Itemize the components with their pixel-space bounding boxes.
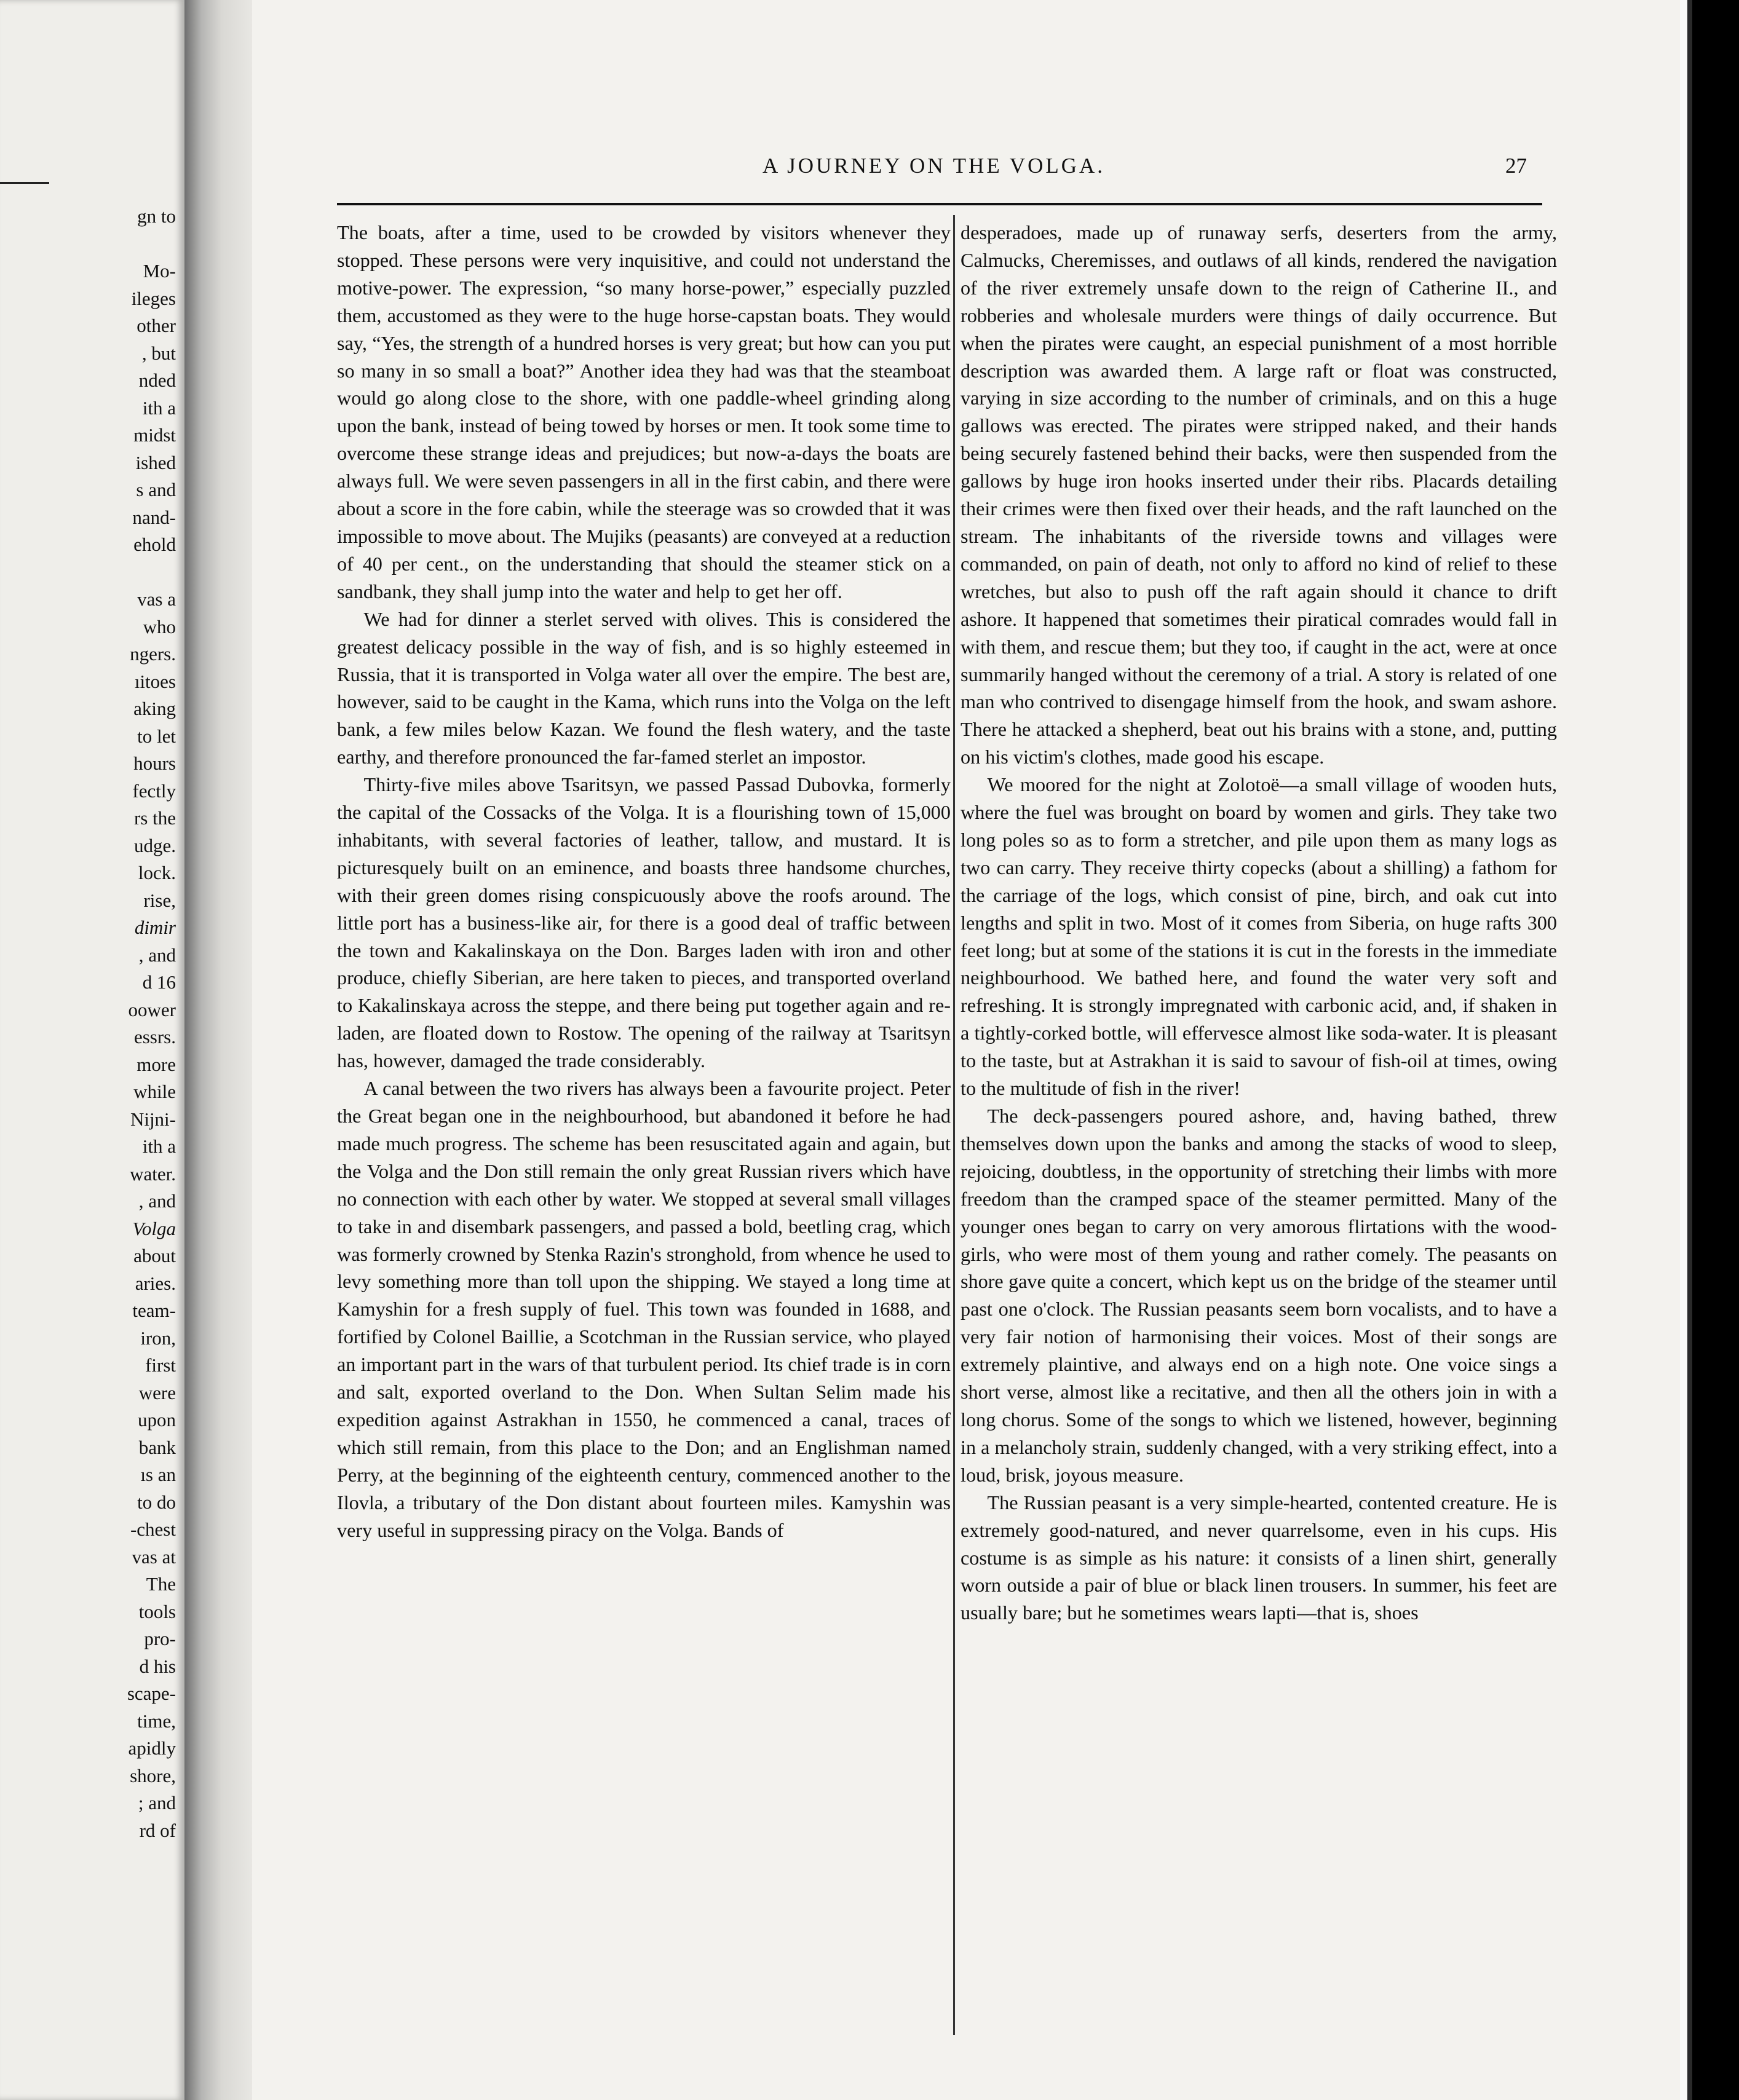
facing-page-line: more [137, 1053, 176, 1075]
facing-page-line: rise, [143, 889, 176, 911]
facing-page-line: scape- [127, 1683, 176, 1704]
paragraph: The deck-passengers poured ashore, and, having bathed, threw themselves down upon the banks and among the stacks of wood to sleep, rejoicing, doubtless, in the opportunity of stretching their limbs with more freedom than the cramped space of the steamer permitted. Many of the younger ones began to carry on very amorous flirtations with the wood-girls, who were most of them young and rather comely. The peasants on shore gave quite a concert, which kept us on the bridge of the steamer until past one o'clock. The Russian peasants seem born vocalists, and to have a very fair notion of harmonising their voices. Most of their songs are extremely plaintive, and always end on a high note. One voice sings a short verse, almost like a recitative, and then all the others join in with a long chorus. Some of the songs to which we listened, however, beginning in a melancholy strain, suddenly changed, with a very striking effect, into a loud, brisk, joyous measure. [961, 1105, 1557, 1486]
facing-page-line: , and [138, 944, 176, 966]
facing-page-line: first [145, 1354, 176, 1376]
facing-page-line: upon [138, 1409, 176, 1431]
facing-page-line: dimir [134, 917, 176, 938]
facing-page-line: ıitoes [134, 670, 176, 692]
page-number: 27 [1505, 154, 1527, 178]
facing-page-line: iron, [140, 1327, 176, 1349]
page-edge-shadow [1687, 0, 1692, 2100]
facing-page-line: ; and [138, 1792, 176, 1814]
facing-page-line: vas at [132, 1545, 176, 1568]
facing-page-line: team- [132, 1300, 176, 1321]
facing-page-line: midst [133, 424, 176, 446]
facing-page-line: d his [139, 1655, 176, 1677]
facing-page-line: The [146, 1573, 176, 1595]
facing-page-line: other [137, 315, 176, 336]
facing-page-line: time, [137, 1710, 176, 1732]
facing-page-line: ngers. [130, 643, 176, 665]
facing-page-line [16, 559, 176, 586]
facing-page-line: Nijni- [130, 1108, 176, 1130]
facing-page-line: water. [130, 1162, 176, 1185]
header-rule [337, 203, 1542, 205]
facing-page-line: nded [138, 369, 176, 391]
facing-page-line: bank [138, 1436, 176, 1458]
facing-page-line: rd of [139, 1819, 176, 1841]
facing-page-line: ileges [131, 287, 176, 309]
facing-page-line: pro- [144, 1628, 176, 1649]
facing-page-line: Volga [132, 1217, 176, 1239]
paragraph: The Russian peasant is a very simple-hearted, contented creature. He is extremely good-natured, and never quarrelsome, even in his cups. His costume is as simple as his nature: it consists of a linen shirt, generally worn outside a pair of blue or black linen trousers. In summer, his feet are usually bare; but he sometimes wears lapti—that is, shoes [961, 1491, 1557, 1624]
paragraph: A canal between the two rivers has always been a favourite project. Peter the Great began one in the neighbourhood, but abandoned it before he had made much progress. The scheme has been resuscitated again and again, but the Volga and the Don still remain the only great Russian rivers which have no connection with each other by water. We stopped at several small villages to take in and disembark passengers, and passed a bold, beetling crag, which was formerly crowned by Stenka Razin's stronghold, from whence he used to levy something more than toll upon the shipping. We stayed a long time at Kamyshin for a fresh supply of fuel. This town was founded in 1688, and fortified by Colonel Baillie, a Scotchman in the Russian service, who played an important part in the wars of that turbulent period. Its chief trade is in corn and salt, exported overland to the Don. When Sultan Selim made his expedition against Astrakhan in 1550, he commenced a canal, traces of which still remain, from this place to the Don; and an Englishman named Perry, at the beginning of the eighteenth century, commenced another to the Ilovla, a tributary of the Don distant about fourteen miles. Kamyshin was very useful in suppressing piracy on the Volga. Bands of [337, 1077, 951, 1541]
facing-page-line: , and [138, 1190, 176, 1212]
facing-page-line: shore, [130, 1764, 176, 1786]
book-gutter [184, 0, 252, 2100]
facing-page-line: s and [136, 479, 176, 500]
facing-page-line: who [143, 615, 176, 638]
running-head: A JOURNEY ON THE VOLGA. [763, 154, 1106, 178]
facing-page-line: tools [138, 1600, 176, 1622]
facing-page-line: apidly [128, 1737, 176, 1759]
facing-page-line: aking [133, 698, 176, 719]
text-column-left [337, 219, 951, 1544]
facing-page-line: udge. [133, 834, 176, 856]
facing-page-line: ehold [133, 534, 176, 555]
paragraph: desperadoes, made up of runaway serfs, deserters from the army, Calmucks, Cheremisses, and outlaws of all kinds, rendered the navigation of the river extremely unsafe down to the reign of Catherine II., and robberies and wholesale murders were things of daily occurrence. But when the pirates were caught, an especial punishment of a most horrible description was awarded them. A large raft or float was constructed, varying in size according to the number of criminals, and on this a huge gallows was erected. The pirates were stripped naked, and their hands being securely fastened behind their backs, were then suspended from the gallows by huge iron hooks inserted under their ribs. Placards detailing their crimes were then fixed over their heads, and the raft launched on the stream. The inhabitants of the riverside towns and villages were commanded, on pain of death, not only to afford no kind of relief to these wretches, but also to push off the raft again should it chance to drift ashore. It happened that sometimes their piratical comrades would fall in with them, and rescue them; but they too, if caught in the act, were at once summarily hanged without the ceremony of a trial. A story is related of one man who contrived to disengage himself from the hook, and swam ashore. There he attacked a shepherd, beat out his brains with a stone, and, putting on his victim's clothes, made good his escape. [961, 221, 1557, 768]
facing-page-line: vas a [137, 588, 176, 610]
facing-page-line: -chest [130, 1518, 176, 1540]
facing-page-line: aries. [135, 1272, 176, 1294]
facing-page-line: about [133, 1245, 176, 1266]
facing-page-line: d 16 [142, 971, 176, 993]
facing-page-line: to let [137, 725, 176, 747]
facing-page-line: hours [133, 752, 176, 774]
facing-page-line: fectly [132, 780, 176, 802]
paragraph: Thirty-five miles above Tsaritsyn, we passed Passad Dubovka, formerly the capital of the Cossacks of the Volga. It is a flourishing town of 15,000 inhabitants, with several factories of leather, tallow, and mustard. It is picturesquely built on an eminence, and boasts three handsome churches, with their green domes rising conspicuously above the roofs around. The little port has a business-like air, for there is a good deal of traffic between the town and Kakalinskaya on the Don. Barges laden with iron and other produce, chiefly Siberian, are here taken to pieces, and transported overland to Kakalinskaya across the steppe, and there being put together again and re-laden, are floated down to Rostow. The opening of the railway at Tsaritsyn has, however, damaged the trade considerably. [337, 773, 951, 1072]
page-edge [1680, 0, 1687, 2100]
facing-page-text [16, 203, 176, 1844]
facing-page-line: ith a [142, 1135, 176, 1157]
facing-page-fragment [0, 0, 184, 2100]
facing-page-line: were [138, 1381, 176, 1403]
facing-page-line: ıs an [140, 1464, 176, 1485]
facing-page-line: rs the [133, 807, 176, 829]
text-column-right [951, 219, 1557, 1627]
facing-page-line: nand- [132, 506, 176, 528]
facing-page-line: oower [128, 998, 176, 1020]
facing-page-line: ith a [142, 397, 176, 419]
facing-page-line: to do [137, 1491, 176, 1513]
paragraph: We had for dinner a sterlet served with olives. This is considered the greatest delicacy possible in the way of fish, and is so highly esteemed in Russia, that it is transported in Volga water all over the empire. The best are, however, said to be caught in the Kama, which runs into the Volga on the left bank, a few miles below Kazan. We found the flesh watery, and the taste earthy, and therefore pronounced the far-famed sterlet an impostor. [337, 607, 951, 768]
facing-page-line: essrs. [133, 1026, 176, 1048]
facing-page-line: ished [135, 451, 176, 473]
facing-page-rule [0, 182, 49, 184]
facing-page-line: , but [141, 342, 176, 364]
paragraph: We moored for the night at Zolotoë—a small village of wooden huts, where the fuel was brought on board by women and girls. They take two long poles so as to form a stretcher, and pile upon them as many logs as two can carry. They receive thirty copecks (about a shilling) a fathom for the carriage of the logs, which consist of pine, birch, and oak cut into lengths and split in two. Most of it comes from Siberia, on huge rafts 300 feet long; but at some of the stations it is cut in the forests in the immediate neighbourhood. We bathed here, and found the water very soft and refreshing. It is strongly impregnated with carbonic acid, and, if shaken in a tightly-corked bottle, will effervesce almost like soda-water. It is pleasant to the taste, but at Astrakhan it is said to savour of fish-oil at times, owing to the multitude of fish in the river! [961, 773, 1557, 1100]
paragraph: The boats, after a time, used to be crowded by visitors whenever they stopped. These persons were very inquisitive, and could not understand the motive-power. The expression, “so many horse-power,” especially puzzled them, accustomed as they were to the huge horse-capstan boats. They would say, “Yes, the strength of a hundred horses is very great; but how can you put so many in so small a boat?” Another idea they had was that the steamboat would go along close to the shore, with one paddle-wheel grinding along upon the bank, instead of being towed by horses or men. It took some time to overcome these strange ideas and prejudices; but now-a-days the boats are always full. We were seven passengers in all in the first cabin, and there were about a score in the fore cabin, while the steerage was so crowded that it was impossible to move about. The Mujiks (peasants) are conveyed at a reduction of 40 per cent., on the understanding that should the steamer stick on a sandbank, they shall jump into the water and help to get her off. [337, 221, 951, 602]
facing-page-line: lock. [138, 862, 176, 883]
facing-page-line: while [133, 1081, 176, 1102]
facing-page-line: gn to [137, 205, 176, 227]
facing-page-line: Mo- [143, 260, 176, 282]
facing-page-line [16, 231, 176, 258]
